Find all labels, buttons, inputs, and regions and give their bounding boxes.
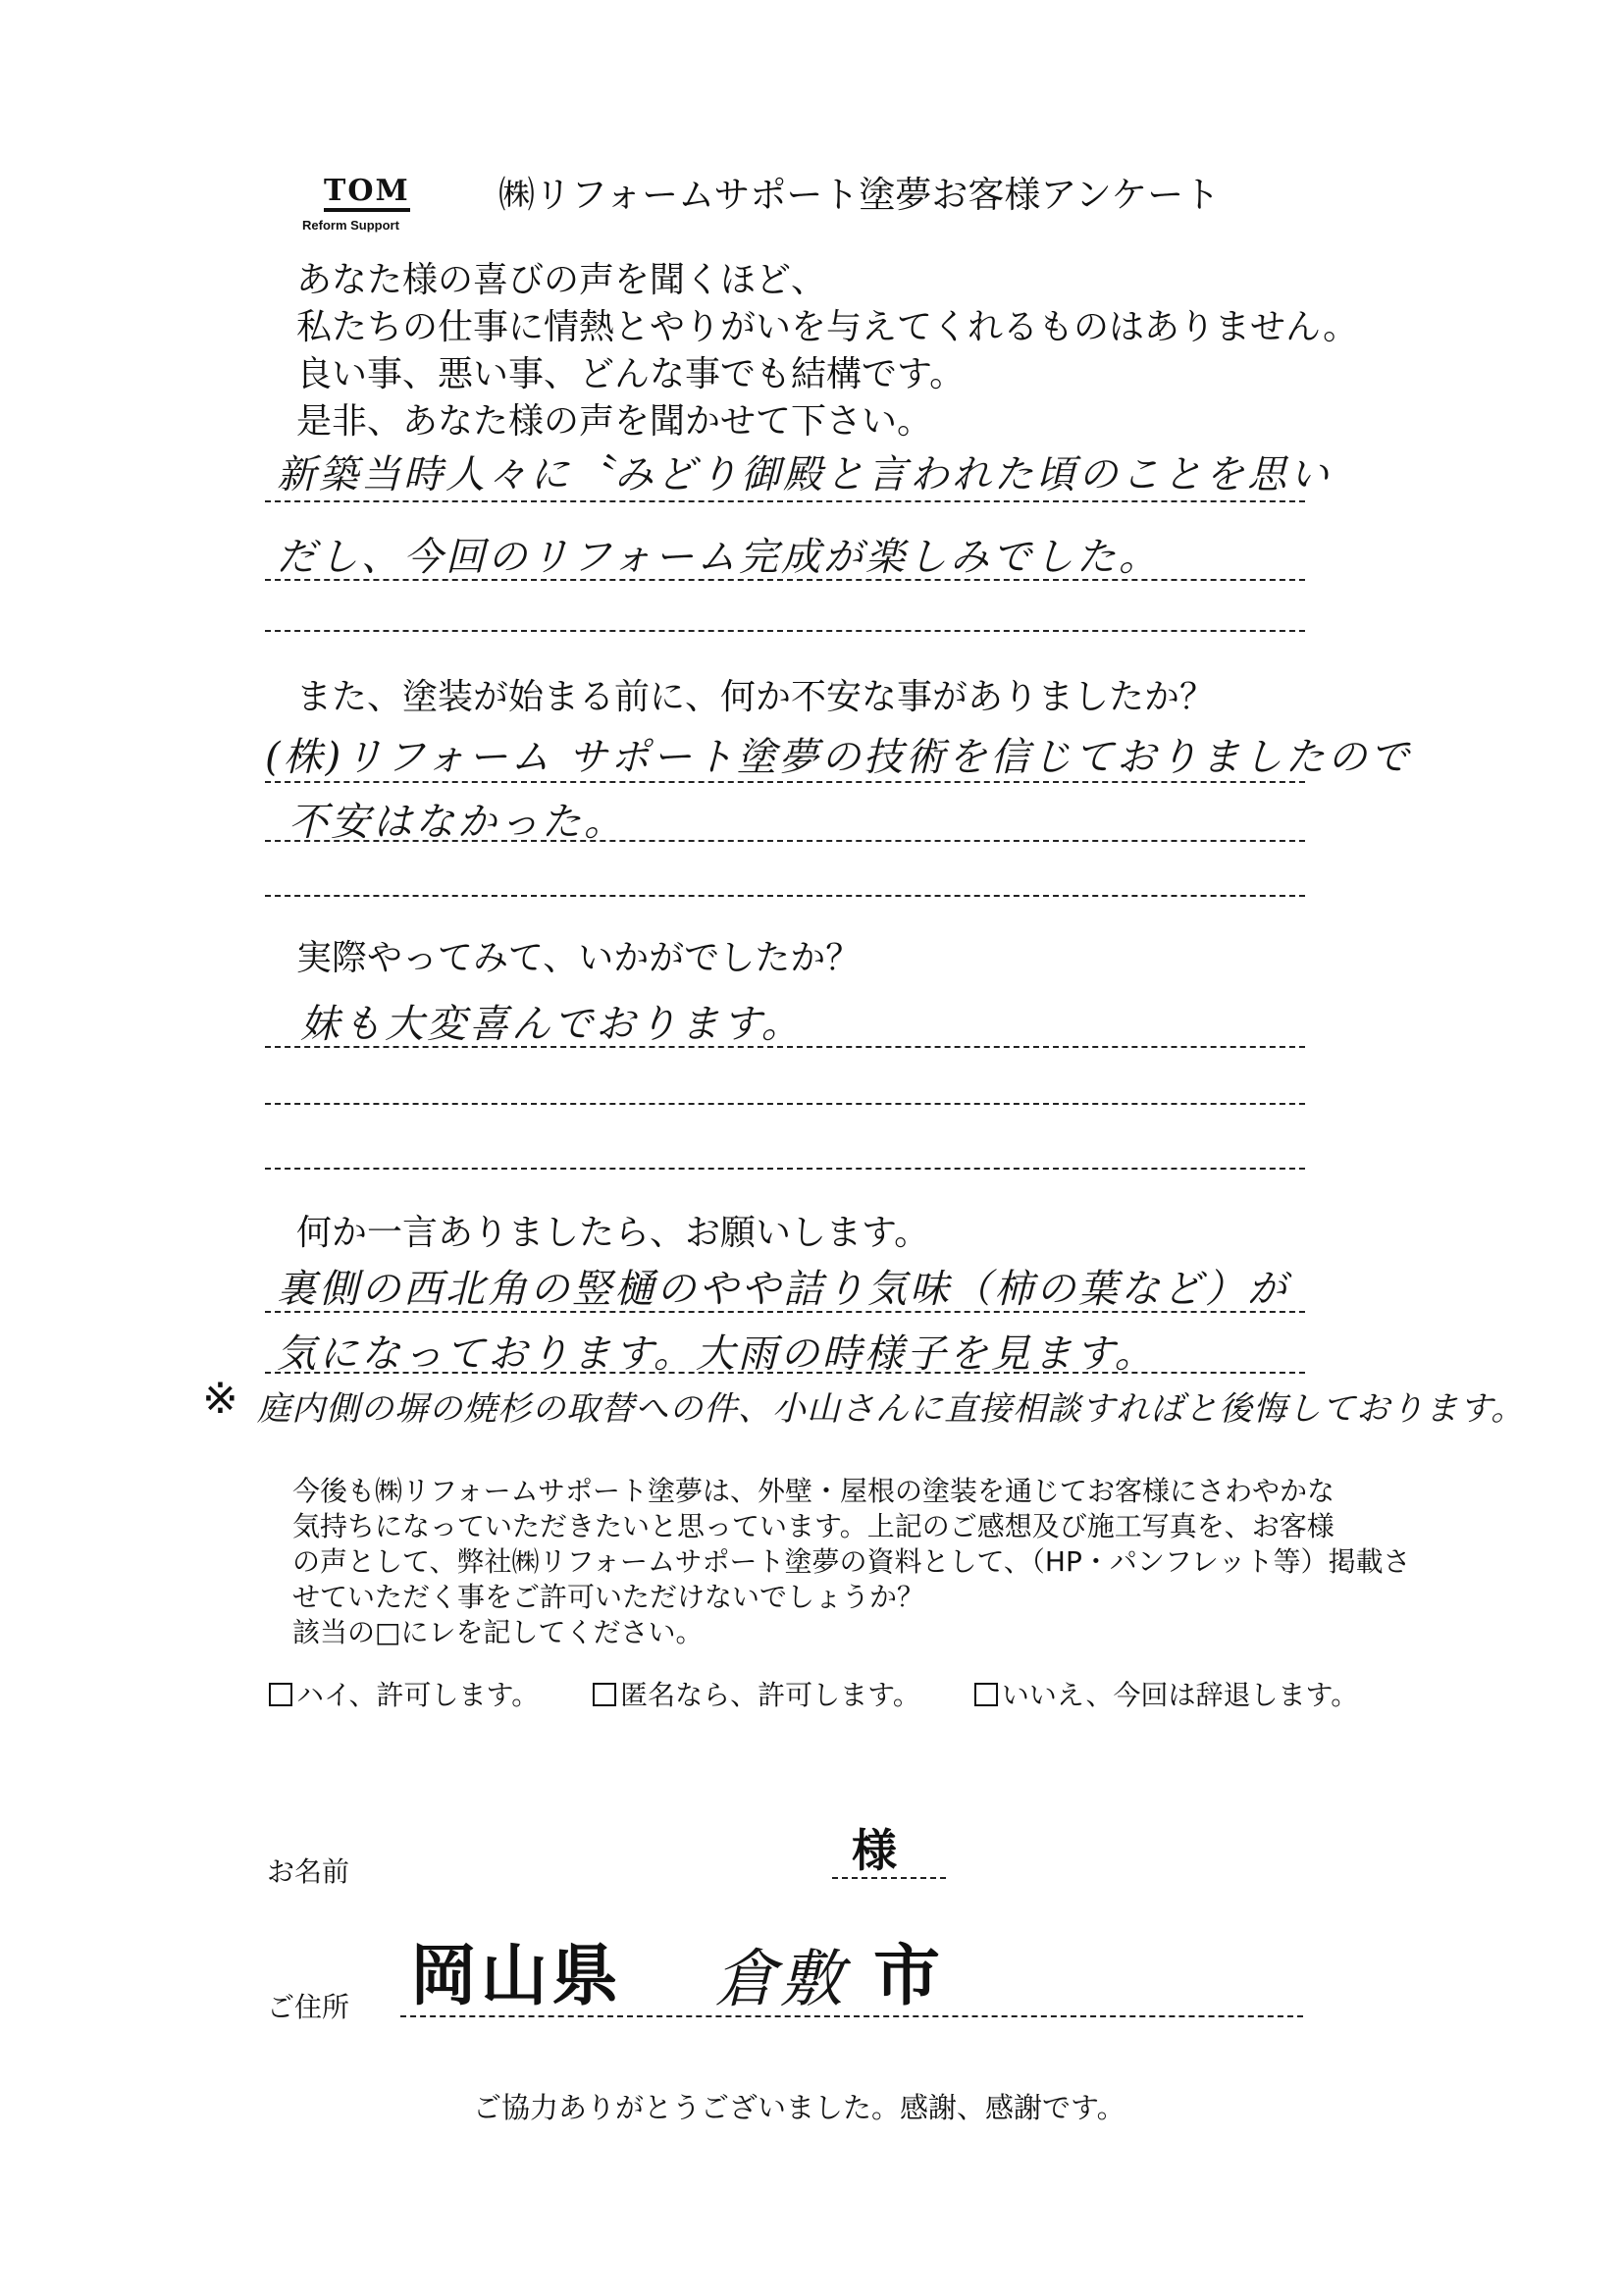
answer-line	[265, 1168, 1305, 1170]
answer-line	[265, 579, 1305, 581]
answer-line	[265, 630, 1305, 632]
answer-line	[265, 1103, 1305, 1105]
answer-line	[265, 1372, 1305, 1374]
answer-line	[265, 500, 1305, 502]
choice-anonymous-label: 匿名なら、許可します。	[620, 1679, 920, 1711]
answer-4-line-1: 裏側の西北角の竪樋のやや詰り気味（柿の葉など）が	[277, 1267, 1289, 1312]
answer-line	[265, 1046, 1305, 1048]
question-4: 何か一言ありましたら、お願いします。	[296, 1213, 930, 1253]
choice-decline-label: いいえ、今回は辞退します。	[1001, 1679, 1359, 1711]
note-mark: ※	[202, 1374, 238, 1424]
question-2: また、塗装が始まる前に、何か不安な事がありましたか？	[296, 677, 1216, 717]
intro-line: 良い事、悪い事、どんな事でも結構です。	[296, 354, 966, 394]
choice-anonymous[interactable]	[593, 1674, 920, 1713]
consent-line: の声として、弊社㈱リフォームサポート塗夢の資料として、（HP・パンフレット等）掲載さ	[292, 1545, 1411, 1578]
answer-4-line-2: 気になっております。大雨の時様子を見ます。	[277, 1331, 1157, 1377]
answer-3-line-1: 妹も大変喜んでおります。	[300, 1002, 804, 1047]
checkbox-allow[interactable]	[269, 1683, 292, 1706]
choice-allow-label: ハイ、許可します。	[296, 1679, 540, 1711]
answer-line	[265, 781, 1305, 783]
choice-decline[interactable]	[974, 1674, 1358, 1713]
name-suffix: 様	[852, 1824, 897, 1877]
consent-line: 今後も㈱リフォームサポート塗夢は、外壁・屋根の塗装を通じてお客様にさわやかな	[292, 1475, 1335, 1507]
intro-line: 私たちの仕事に情熱とやりがいを与えてくれるものはありません。	[296, 307, 1359, 347]
name-line	[832, 1877, 946, 1879]
consent-paragraph	[292, 1474, 1411, 1650]
answer-1-line-2: だし、今回のリフォーム完成が楽しみでした。	[277, 535, 1161, 580]
name-label: お名前	[267, 1855, 350, 1888]
checkbox-anonymous[interactable]	[593, 1683, 616, 1706]
consent-line: 気持ちになっていただきたいと思っています。上記のご感想及び施工写真を、お客様	[292, 1510, 1334, 1542]
question-3: 実際やってみて、いかがでしたか？	[296, 938, 862, 978]
answer-1-line-1: 新築当時人々に〝みどり御殿と言われた頃のことを思い	[277, 452, 1332, 497]
answer-line	[265, 895, 1305, 897]
address-city-suffix: 市	[873, 1938, 941, 2015]
answer-line	[265, 840, 1305, 842]
thanks-text: ご協力ありがとうございました。感謝、感謝です。	[473, 2091, 1125, 2124]
company-logo	[294, 175, 442, 243]
answer-2-line-2: 不安はなかった。	[288, 800, 626, 845]
checkbox-decline[interactable]	[974, 1683, 998, 1706]
address-city-handwritten: 倉敷	[714, 1944, 846, 2016]
address-prefecture: 岡山県	[410, 1938, 623, 2015]
choice-allow[interactable]	[269, 1674, 539, 1713]
consent-line: せていただく事をご許可いただけないでしょうか？	[292, 1581, 925, 1613]
answer-4-note: 庭内側の塀の焼杉の取替への件、小山さんに直接相談すればと後悔しております。	[257, 1389, 1526, 1429]
logo-subtitle: Reform Support	[302, 218, 399, 233]
intro-line: あなた様の喜びの声を聞くほど、	[296, 260, 827, 300]
address-line	[400, 2015, 1303, 2017]
consent-choices	[269, 1674, 1403, 1713]
intro-text	[296, 257, 1358, 445]
page-title: ㈱リフォームサポート塗夢お客様アンケート	[498, 174, 1221, 216]
intro-line: 是非、あなた様の声を聞かせて下さい。	[296, 401, 933, 442]
answer-2-line-1: (株)リフォーム サポート塗夢の技術を信じておりましたので	[265, 735, 1412, 780]
address-label: ご住所	[267, 1991, 350, 2023]
consent-line: 該当の□にレを記してください。	[292, 1616, 704, 1648]
logo-mark: TOM	[324, 175, 410, 212]
answer-line	[265, 1311, 1305, 1313]
